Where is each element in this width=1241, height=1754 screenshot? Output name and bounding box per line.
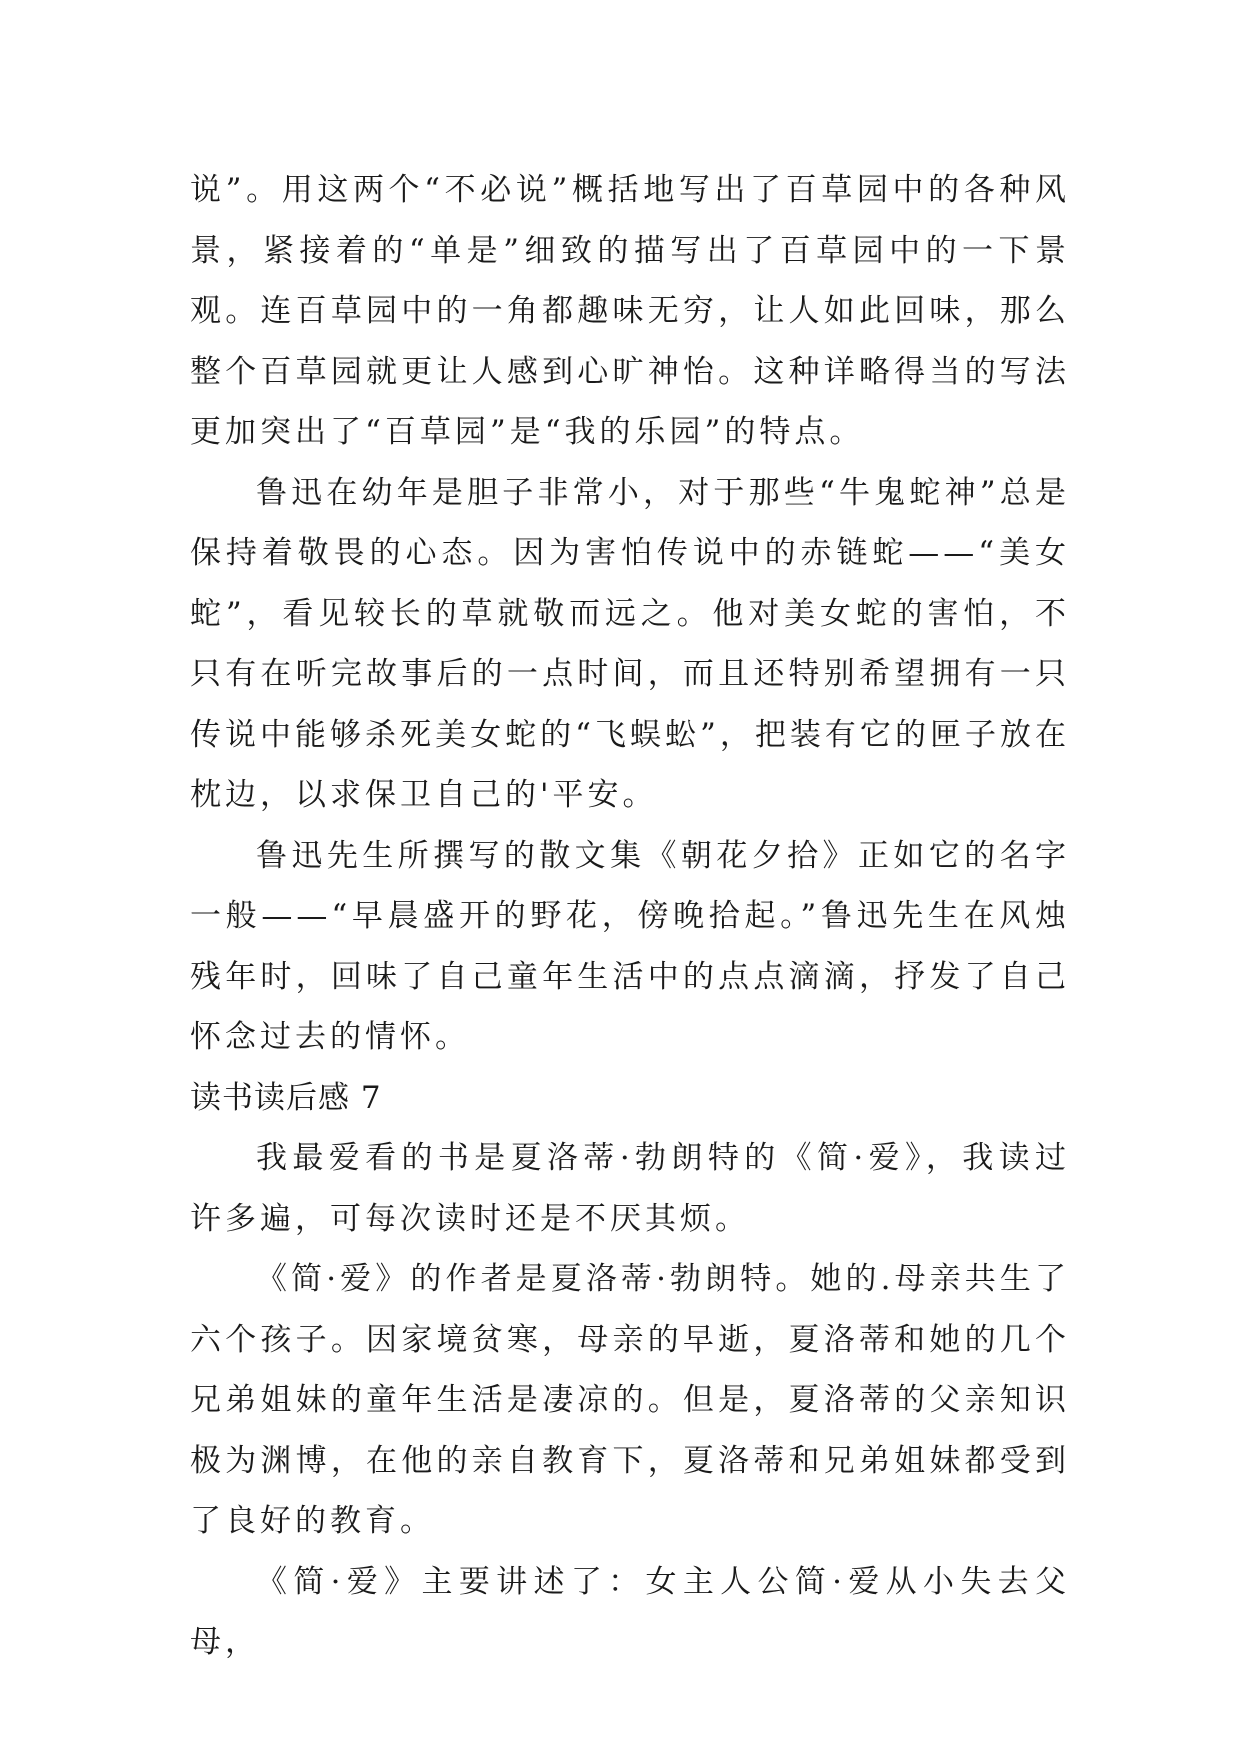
paragraph-favorite-book: 我最爱看的书是夏洛蒂·勃朗特的《简·爱》，我读过许多遍，可每次读时还是不厌其烦。 [190,1140,1070,1237]
paragraph-plot-start: 《简·爱》主要讲述了：女主人公简·爱从小失去父母， [190,1563,1070,1660]
paragraph-author-background: 《简·爱》的作者是夏洛蒂·勃朗特。她的.母亲共生了六个孩子。因家境贫寒，母亲的早逝，夏洛蒂和她的几个兄弟姐妹的童年生活是凄凉的。但是，夏洛蒂的父亲知识极为渊博，在他的亲自教育下，夏洛蒂和兄弟姐妹都受到了良好的教育。 [190,1261,1070,1539]
section-heading: 读书读后感 7 [190,1079,382,1116]
paragraph-continuation: 说”。用这两个“不必说”概括地写出了百草园中的各种风景，紧接着的“单是”细致的描写出了百草园中的一下景观。连百草园中的一角都趣味无穷，让人如此回味，那么整个百草园就更让人感到心旷神怡。这种详略得当的写法更加突出了“百草园”是“我的乐园”的特点。 [190,172,1070,450]
document-body [190,160,1070,1673]
paragraph-collection-summary: 鲁迅先生所撰写的散文集《朝花夕拾》正如它的名字一般——“早晨盛开的野花，傍晚拾起。”鲁迅先生在风烛残年时，回味了自己童年生活中的点点滴滴，抒发了自己怀念过去的情怀。 [190,837,1070,1055]
paragraph-snake-fear: 鲁迅在幼年是胆子非常小，对于那些“牛鬼蛇神”总是保持着敬畏的心态。因为害怕传说中的赤链蛇——“美女蛇”，看见较长的草就敬而远之。他对美女蛇的害怕，不只有在听完故事后的一点时间，而且还特别希望拥有一只传说中能够杀死美女蛇的“飞蜈蚣”，把装有它的匣子放在枕边，以求保卫自己的'平安。 [190,474,1070,813]
